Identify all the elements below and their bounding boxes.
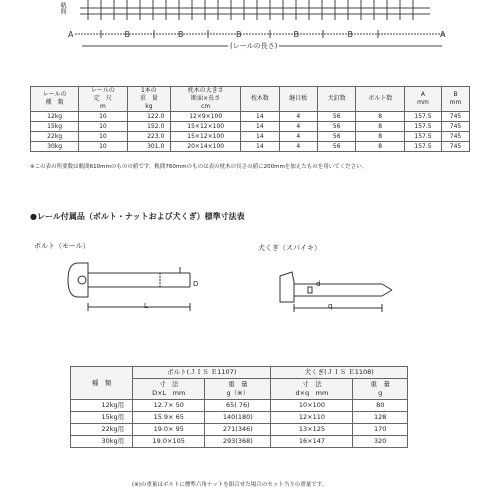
col-spike-dim: 寸 法 d×q mm xyxy=(271,379,353,400)
bolt-drawing xyxy=(60,255,210,325)
table-row xyxy=(31,132,470,142)
col-kind: 種 類 xyxy=(71,367,133,400)
col-spike-weight: 重 量 g xyxy=(353,379,408,400)
table-row xyxy=(71,424,408,436)
dimension-mark: B xyxy=(178,30,184,39)
rail-table-note: ※この表の所要数は軌間610mmのものの値です。軌間760mmのものは表の枕木の長さの値に200mmを加えたものを用いてください。 xyxy=(30,164,368,170)
bolt-caption: ボルト（モール） xyxy=(34,242,90,250)
table-cell-spike-w: 170 xyxy=(353,424,408,436)
col-bolts: ボルト数 xyxy=(356,87,404,112)
dimension-mark: B xyxy=(347,30,353,39)
table-cell-joint-plates: 4 xyxy=(279,122,317,132)
table-cell-std-length: 10 xyxy=(79,132,127,142)
dimension-mark: B xyxy=(124,30,130,39)
col-b: B mm xyxy=(442,87,470,112)
dimension-mark: A xyxy=(68,30,74,39)
table-cell-b: 745 xyxy=(442,122,470,132)
table-cell-weight: 301.0 xyxy=(127,142,171,152)
table-cell-bolt-w: 293(368) xyxy=(205,436,271,448)
table-header-row xyxy=(31,87,470,112)
table-cell-bolt-dim: 15.9× 65 xyxy=(133,412,205,424)
spike-d-label: d xyxy=(316,280,321,288)
col-group-spike: 犬くぎ(ＪＩＳ Ｅ1108) xyxy=(271,367,408,379)
bolt-l-label: L xyxy=(144,302,148,310)
col-bolt-weight: 重 量 g（※） xyxy=(205,379,271,400)
section-title: ●レール付属品（ボルト・ナットおよび犬くぎ）標準寸法表 xyxy=(30,212,245,221)
table-cell-sleeper-size: 20×14×100 xyxy=(171,142,241,152)
table-cell-b: 745 xyxy=(442,142,470,152)
gauge-label: 軌間 xyxy=(59,2,66,14)
col-a: A mm xyxy=(404,87,441,112)
col-weight: 1本の 重 量 kg xyxy=(127,87,171,112)
table-cell-kind: 12kg xyxy=(31,112,79,122)
dimension-mark: A xyxy=(440,30,446,39)
table-cell-kind: 22kg xyxy=(31,132,79,142)
table-cell-kind: 30kg用 xyxy=(71,436,133,448)
spike-q-label: q xyxy=(328,302,333,310)
col-sleeper-size: 枕木の大きさ 断面×長さ cm xyxy=(171,87,241,112)
table-cell-a: 157.5 xyxy=(404,122,441,132)
rail-length-label: (レールの長さ) xyxy=(230,42,278,50)
table-cell-bolts: 8 xyxy=(356,112,404,122)
table-cell-spike-dim: 10×100 xyxy=(271,400,353,412)
table-row xyxy=(31,122,470,132)
table-cell-sleeper-size: 15×12×100 xyxy=(171,132,241,142)
table-cell-kind: 30kg xyxy=(31,142,79,152)
table-cell-a: 157.5 xyxy=(404,132,441,142)
table-cell-std-length: 10 xyxy=(79,122,127,132)
table-cell-sleepers: 14 xyxy=(241,142,279,152)
table-cell-kind: 15kg用 xyxy=(71,412,133,424)
spike-drawing xyxy=(272,262,422,322)
table-cell-bolt-w: 140(180) xyxy=(205,412,271,424)
table-cell-kind: 12kg用 xyxy=(71,400,133,412)
table-cell-a: 157.5 xyxy=(404,142,441,152)
accessory-table-note: (※)の重量はボルトに標準六角ナットを組合せた場合のセット当りの重量です。 xyxy=(132,482,328,488)
table-cell-bolts: 8 xyxy=(356,132,404,142)
dimension-mark: B xyxy=(236,30,242,39)
table-cell-sleeper-size: 12×9×100 xyxy=(171,112,241,122)
table-header-row xyxy=(71,367,408,379)
table-row xyxy=(71,400,408,412)
table-cell-sleepers: 14 xyxy=(241,122,279,132)
table-cell-spike-w: 128 xyxy=(353,412,408,424)
table-cell-spike-dim: 13×125 xyxy=(271,424,353,436)
col-kind: レールの 種 類 xyxy=(31,87,79,112)
table-cell-weight: 122.0 xyxy=(127,112,171,122)
table-cell-spikes: 56 xyxy=(318,122,356,132)
table-cell-sleepers: 14 xyxy=(241,112,279,122)
table-cell-joint-plates: 4 xyxy=(279,112,317,122)
table-cell-kind: 15kg xyxy=(31,122,79,132)
table-cell-bolt-dim: 12.7× 50 xyxy=(133,400,205,412)
table-cell-std-length: 10 xyxy=(79,142,127,152)
table-cell-spikes: 56 xyxy=(318,132,356,142)
rail-spec-table xyxy=(30,86,470,152)
track-diagram xyxy=(0,0,500,60)
col-bolt-dim: 寸 法 D×L mm xyxy=(133,379,205,400)
table-cell-weight: 223.0 xyxy=(127,132,171,142)
col-joint-plates: 継目板 xyxy=(279,87,317,112)
col-std-length: レールの 定 尺 m xyxy=(79,87,127,112)
accessory-table xyxy=(70,366,408,448)
table-cell-kind: 22kg用 xyxy=(71,424,133,436)
table-cell-b: 745 xyxy=(442,132,470,142)
table-cell-spike-dim: 12×110 xyxy=(271,412,353,424)
bolt-d-label: D xyxy=(193,280,199,288)
table-cell-a: 157.5 xyxy=(404,112,441,122)
col-group-bolt: ボルト(ＪＩＳ Ｅ1107) xyxy=(133,367,271,379)
table-cell-spike-dim: 16×147 xyxy=(271,436,353,448)
table-cell-spikes: 56 xyxy=(318,142,356,152)
table-cell-b: 745 xyxy=(442,112,470,122)
table-cell-weight: 152.0 xyxy=(127,122,171,132)
table-cell-bolt-dim: 19.0× 95 xyxy=(133,424,205,436)
table-row xyxy=(31,142,470,152)
table-cell-sleeper-size: 15×12×100 xyxy=(171,122,241,132)
table-row xyxy=(71,436,408,448)
table-cell-bolts: 8 xyxy=(356,142,404,152)
table-cell-spikes: 56 xyxy=(318,112,356,122)
table-cell-spike-w: 320 xyxy=(353,436,408,448)
table-cell-sleepers: 14 xyxy=(241,132,279,142)
spike-caption: 犬くぎ（スパイキ） xyxy=(258,244,321,252)
table-cell-bolt-dim: 19.0×105 xyxy=(133,436,205,448)
table-cell-bolt-w: 65( 76) xyxy=(205,400,271,412)
dimension-mark: B xyxy=(293,30,299,39)
table-cell-joint-plates: 4 xyxy=(279,132,317,142)
col-sleepers: 枕木数 xyxy=(241,87,279,112)
table-row xyxy=(71,412,408,424)
table-cell-spike-w: 80 xyxy=(353,400,408,412)
table-cell-std-length: 10 xyxy=(79,112,127,122)
table-cell-bolts: 8 xyxy=(356,122,404,132)
table-cell-joint-plates: 4 xyxy=(279,142,317,152)
col-spikes: 犬釘数 xyxy=(318,87,356,112)
table-row xyxy=(31,112,470,122)
table-cell-bolt-w: 271(346) xyxy=(205,424,271,436)
